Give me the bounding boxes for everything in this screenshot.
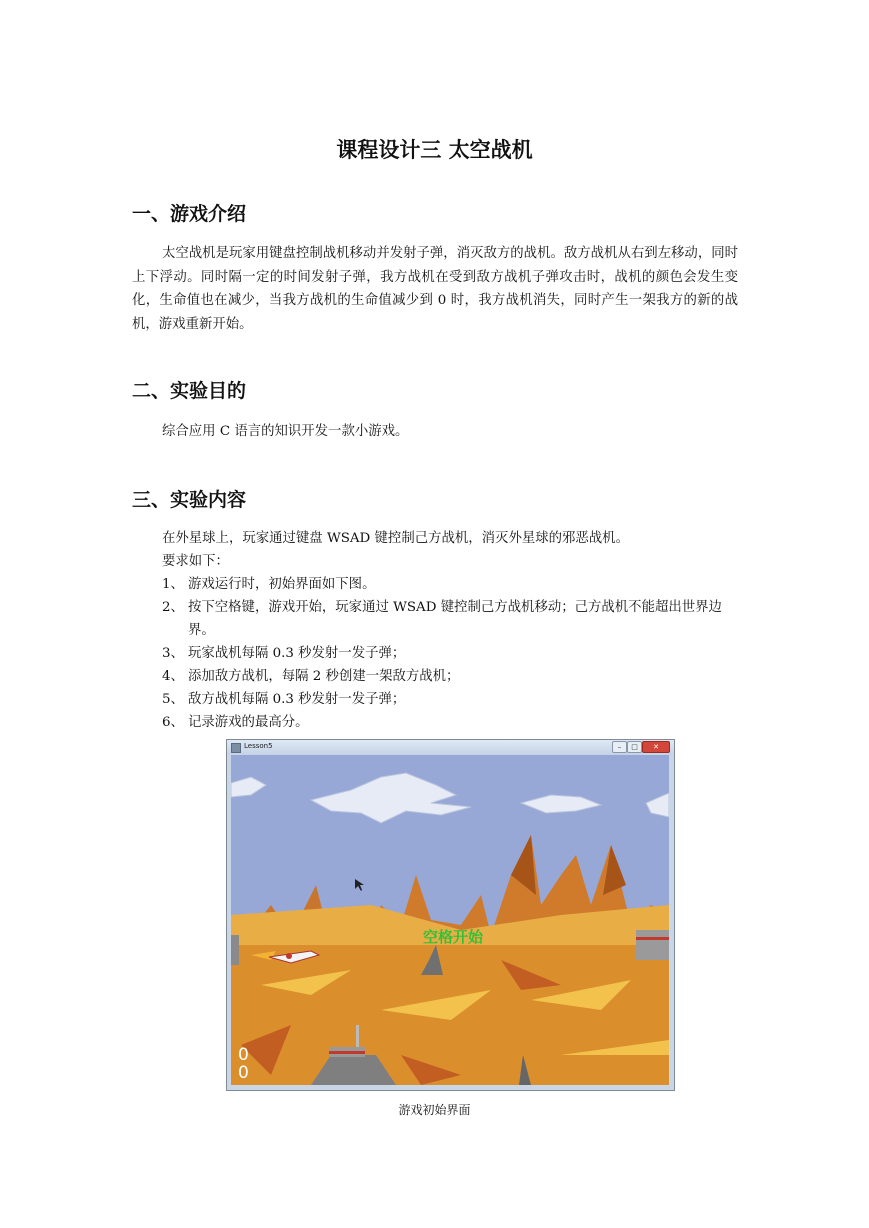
start-prompt: 空格开始 [423, 928, 484, 946]
list-item-number: 3、 [162, 646, 184, 661]
minimize-icon: – [612, 741, 627, 753]
section-heading-content: 三、实验内容 [132, 489, 247, 511]
requirements-label: 要求如下： [162, 554, 229, 569]
section-heading-purpose: 二、实验目的 [132, 380, 247, 402]
list-item-text: 敌方战机每隔 0.3 秒发射一发子弹； [188, 692, 406, 707]
list-item-text: 玩家战机每隔 0.3 秒发射一发子弹； [188, 646, 406, 661]
section-content-intro: 在外星球上，玩家通过键盘 WSAD 键控制己方战机，消灭外星球的邪恶战机。 [162, 531, 629, 546]
section-purpose-paragraph: 综合应用 C 语言的知识开发一款小游戏。 [162, 424, 409, 439]
list-item-text: 游戏运行时，初始界面如下图。 [188, 577, 376, 592]
app-icon [231, 743, 241, 753]
game-canvas [231, 755, 669, 1085]
list-item-number: 1、 [162, 577, 184, 592]
list-item-text: 添加敌方战机，每隔 2 秒创建一架敌方战机； [188, 669, 460, 684]
game-screenshot-window [226, 739, 675, 1091]
list-item-number: 6、 [162, 715, 184, 730]
list-item-text: 记录游戏的最高分。 [188, 715, 309, 730]
document-title: 课程设计三 太空战机 [336, 137, 533, 162]
close-icon: ✕ [642, 741, 670, 753]
section-intro-paragraph: 太空战机是玩家用键盘控制战机移动并发射子弹，消灭敌方的战机。敌方战机从右到左移动，同时上下浮动。同时隔一定的时间发射子弹，我方战机在受到敌方战机子弹攻击时，战机的颜色会发生变化，生命值也在减少，当我方战机的生命值减少到 0 时，我方战机消失，同时产生一架我方的新的战机，游戏重新开始。 [132, 246, 738, 332]
game-scene [231, 755, 669, 1085]
list-item-number: 4、 [162, 669, 184, 684]
section-heading-intro: 一、游戏介绍 [132, 203, 247, 225]
score-best: 0 [238, 1063, 249, 1083]
list-item-number: 5、 [162, 692, 184, 707]
score-current: 0 [238, 1045, 249, 1065]
list-item-number: 2、 [162, 600, 184, 615]
window-titlebar [227, 740, 674, 755]
window-title: Lesson5 [244, 742, 273, 750]
figure-caption: 游戏初始界面 [398, 1103, 471, 1117]
maximize-icon: □ [627, 741, 642, 753]
list-item-text: 按下空格键，游戏开始，玩家通过 WSAD 键控制己方战机移动；己方战机不能超出世界边界。 [188, 600, 722, 638]
